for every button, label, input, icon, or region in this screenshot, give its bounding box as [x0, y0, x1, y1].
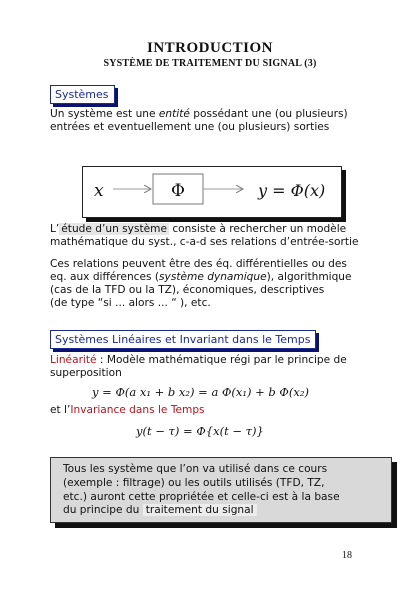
page-subtitle: SYSTÈME DE TRAITEMENT DU SIGNAL (3) [103, 58, 317, 69]
output-label: y = Φ(x) [258, 181, 326, 200]
note-line2: (exemple : filtrage) ou les outils utilisés (TFD, TZ, [63, 476, 325, 489]
page-number: 18 [342, 550, 352, 561]
section1-line2: entrées et eventuellement une (ou plusieurs) sorties [50, 121, 330, 133]
section1-line1 [50, 108, 390, 121]
page-title: INTRODUCTION [146, 40, 273, 56]
system-block-diagram [83, 167, 341, 217]
paragraph2-line3: (cas de la TFD ou la TZ), économiques, descriptives [50, 284, 325, 296]
paragraph1-line1 [50, 223, 390, 236]
note-text [63, 463, 379, 518]
highlight-etude: étude d’un système [61, 223, 167, 235]
linearite-line [50, 354, 395, 367]
section-heading-systemes: Systèmes [50, 85, 115, 104]
invariance-label: Invariance dans le Temps [70, 404, 205, 416]
text: du principe du [63, 504, 143, 517]
input-label: x [94, 181, 104, 201]
text: ), algorithmique [266, 271, 352, 283]
paragraph2-line4: (de type “si ... alors ... “ ), etc. [50, 297, 211, 309]
note-line4 [63, 504, 379, 518]
invariance-equation: y(t − τ) = Φ{x(t − τ)} [136, 424, 264, 438]
superposition-equation: y = Φ(a x₁ + b x₂) = a Φ(x₁) + b Φ(x₂) [92, 385, 309, 399]
paragraph1-line2: mathématique du syst., c-a-d ses relations d’entrée-sortie [50, 236, 359, 248]
superposition-line: superposition [50, 367, 122, 379]
invariance-line [50, 404, 390, 417]
highlight-traitement-signal: traitement du signal [143, 504, 257, 516]
emphasis-systeme-dynamique: système dynamique [159, 271, 267, 283]
text: consiste à rechercher un modèle [168, 223, 347, 235]
text: : Modèle mathématique régi par le principe de [96, 354, 347, 366]
text: et l’ [50, 404, 71, 416]
note-line1: Tous les système que l’on va utilisé dans ce cours [63, 463, 328, 475]
text: Un système est une [50, 108, 159, 120]
linearite-label: Linéarité [50, 354, 97, 366]
paragraph2-line1: Ces relations peuvent être des éq. différentielles ou des [50, 258, 347, 270]
note-box [50, 457, 392, 523]
note-line3: etc.) auront cette propriétée et celle-ci est à la base [63, 490, 340, 503]
system-diagram [82, 166, 342, 218]
text: L’ [50, 223, 60, 235]
section-heading-slit: Systèmes Linéaires et Invariant dans le Temps [50, 330, 316, 349]
text: eq. aux différences ( [50, 271, 160, 283]
paragraph2-line2 [50, 271, 395, 284]
emphasis-entite: entité [158, 108, 190, 120]
block-label: Φ [171, 181, 185, 201]
text: possédant une (ou plusieurs) [189, 108, 348, 120]
